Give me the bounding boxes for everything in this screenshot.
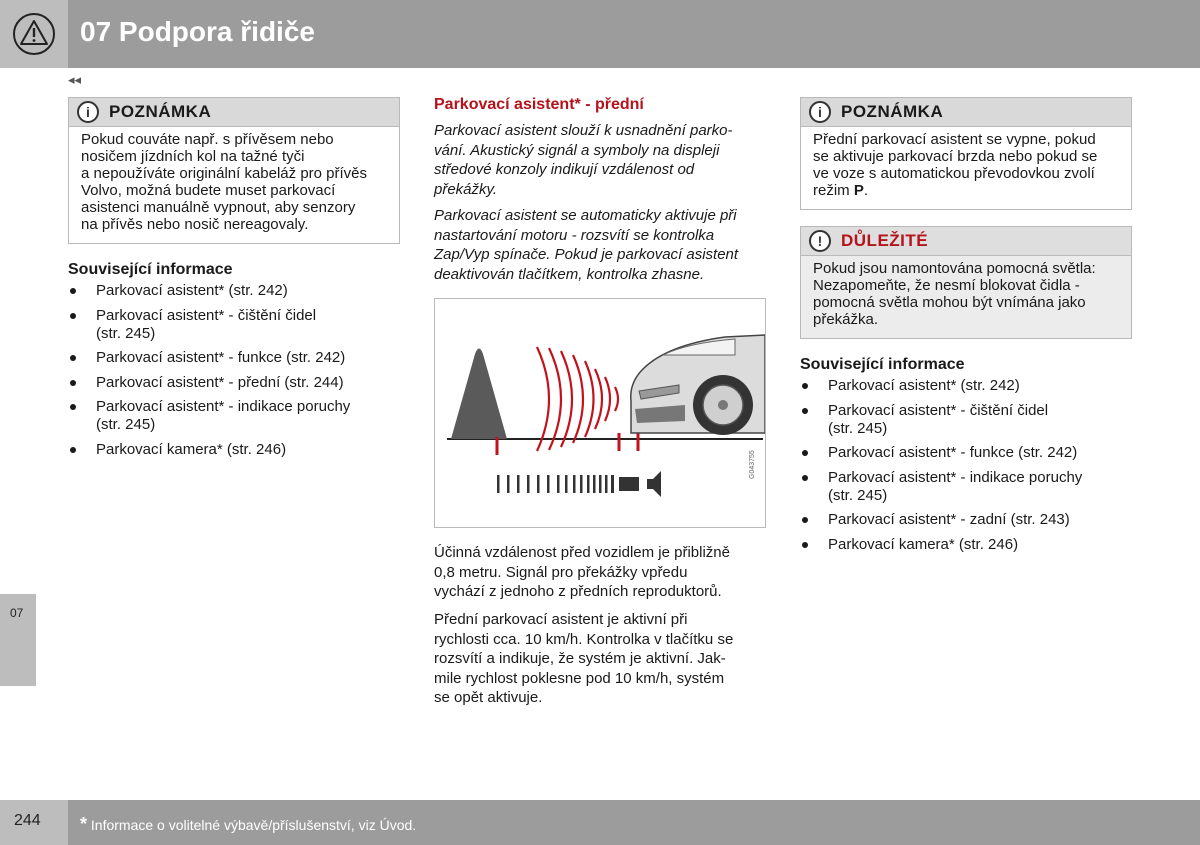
text-line: středové konzoly indikují vzdálenost od xyxy=(434,161,695,178)
text-line: Přední parkovací asistent se vypne, pokud xyxy=(813,131,1096,148)
text-line xyxy=(813,182,1119,199)
page-footer xyxy=(0,800,1200,845)
list-item[interactable] xyxy=(68,398,398,434)
list-item[interactable] xyxy=(800,444,1130,462)
page-number: 244 xyxy=(14,812,41,829)
list-item[interactable] xyxy=(800,536,1130,554)
warning-triangle-icon xyxy=(12,12,56,56)
text-line: se opět aktivuje. xyxy=(434,689,543,706)
text-line: vychází z jednoho z předních reproduktorů. xyxy=(434,583,722,600)
exclamation-icon: ! xyxy=(809,230,831,252)
distance-paragraph xyxy=(434,543,766,602)
list-item[interactable] xyxy=(800,469,1130,505)
text-line: 0,8 metru. Signál pro překážky vpředu xyxy=(434,563,688,581)
figure-code: G043755 xyxy=(749,450,756,479)
page-header xyxy=(0,0,1200,68)
list-item[interactable] xyxy=(68,374,398,392)
link-text[interactable]: (str. 245) xyxy=(96,324,156,342)
sensor-wave-icon xyxy=(537,347,618,451)
gear-mode-p: P xyxy=(853,182,864,199)
text-line: mile rychlost poklesne pod 10 km/h, systém xyxy=(434,669,725,687)
text-line: pomocná světla mohou být vnímána jako xyxy=(813,294,1086,311)
continued-arrows-icon: ◂◂ xyxy=(68,72,82,87)
distance-marker-icon xyxy=(497,433,638,455)
link-text[interactable]: Parkovací asistent* - funkce (str. 242) xyxy=(828,444,1078,461)
text-line: asistenci manuálně vypnout, aby senzory xyxy=(81,199,356,216)
note-box-header xyxy=(69,98,399,127)
note-box-header xyxy=(801,98,1131,127)
text-line: Účinná vzdálenost před vozidlem je přibližně xyxy=(434,544,730,561)
link-text[interactable]: Parkovací asistent* (str. 242) xyxy=(96,282,288,299)
text-line: na přívěs nebo nosič nereagovaly. xyxy=(81,216,309,233)
link-text[interactable]: (str. 245) xyxy=(828,419,888,437)
link-text[interactable]: Parkovací asistent* - přední (str. 244) xyxy=(96,373,344,391)
link-text[interactable]: (str. 245) xyxy=(828,486,888,504)
text-line: Volvo, možná budete muset parkovací xyxy=(81,182,336,199)
text-line: nosičem jízdních kol na tažné tyči xyxy=(81,148,305,165)
footer-note-text: Informace o volitelné výbavě/příslušenství, viz Úvod. xyxy=(90,817,417,833)
info-icon: i xyxy=(77,101,99,123)
list-item[interactable] xyxy=(800,402,1130,438)
list-item[interactable] xyxy=(800,511,1130,529)
chapter-number: 07 xyxy=(10,606,24,620)
text-line: rychlosti cca. 10 km/h. Kontrolka v tlačítku se xyxy=(434,630,734,648)
related-info-title-right: Související informace xyxy=(800,356,965,373)
text-line: nastartování motoru - rozsvítí se kontrolka xyxy=(434,226,715,244)
link-text[interactable]: Parkovací asistent* (str. 242) xyxy=(828,377,1020,394)
text-line: Parkovací asistent se automaticky aktivuje při xyxy=(434,207,737,224)
note-box-right xyxy=(800,97,1132,210)
text-line: ve voze s automatickou převodovkou zvolí xyxy=(813,165,1095,182)
header-icon-box xyxy=(0,0,68,68)
link-text[interactable]: Parkovací asistent* - indikace poruchy xyxy=(828,468,1083,486)
link-text[interactable]: Parkovací asistent* - čištění čidel xyxy=(96,306,317,324)
section-title-front-parking-assist: Parkovací asistent* - přední xyxy=(434,96,644,113)
note-box-text xyxy=(801,127,1131,207)
note-box-title: POZNÁMKA xyxy=(109,102,212,121)
link-text[interactable]: Parkovací asistent* - indikace poruchy xyxy=(96,398,351,415)
page-title: 07 Podpora řidiče xyxy=(80,16,315,47)
link-text[interactable]: Parkovací asistent* - funkce (str. 242) xyxy=(96,349,346,366)
link-text[interactable]: (str. 245) xyxy=(96,416,156,433)
related-list-left xyxy=(68,282,398,465)
text-line: deaktivován tlačítkem, kontrolka zhasne. xyxy=(434,265,705,283)
note-box-text xyxy=(69,127,399,241)
page-number-box xyxy=(0,800,68,845)
note-box-left xyxy=(68,97,400,244)
distance-indicator-bars-icon xyxy=(497,475,639,493)
list-item[interactable] xyxy=(68,349,398,367)
intro-paragraph xyxy=(434,121,766,199)
related-info-title-left: Související informace xyxy=(68,261,233,278)
speaker-icon xyxy=(647,471,661,497)
note-box-title: POZNÁMKA xyxy=(841,102,944,121)
text-line: a nepoužíváte originální kabeláž pro přívěs xyxy=(81,165,368,182)
important-box-text xyxy=(801,256,1131,336)
obstacle-cone-icon xyxy=(451,349,507,440)
list-item[interactable] xyxy=(68,441,398,459)
text-line: překážka. xyxy=(813,311,879,328)
list-item[interactable] xyxy=(68,282,398,300)
text-line: vání. Akustický signál a symboly na displeji xyxy=(434,141,720,159)
text-line: Zap/Vyp spínače. Pokud je parkovací asistent xyxy=(434,246,739,263)
asterisk-mark: * xyxy=(80,814,88,834)
parking-assist-illustration xyxy=(434,298,766,528)
text-span: . xyxy=(863,182,869,199)
important-box xyxy=(800,226,1132,339)
info-icon: i xyxy=(809,101,831,123)
link-text[interactable]: Parkovací asistent* - čištění čidel xyxy=(828,401,1049,419)
footer-note xyxy=(80,814,416,835)
text-line: Pokud jsou namontována pomocná světla: xyxy=(813,260,1096,277)
text-line: Pokud couváte např. s přívěsem nebo xyxy=(81,131,334,148)
speed-paragraph xyxy=(434,610,766,708)
related-list-right xyxy=(800,377,1130,560)
list-item[interactable] xyxy=(68,307,398,343)
important-box-header xyxy=(801,227,1131,256)
link-text[interactable]: Parkovací kamera* (str. 246) xyxy=(828,535,1019,553)
text-line: překážky. xyxy=(434,180,498,198)
link-text[interactable]: Parkovací asistent* - zadní (str. 243) xyxy=(828,511,1070,528)
text-line: Přední parkovací asistent je aktivní při xyxy=(434,611,688,628)
chapter-tab xyxy=(0,594,36,686)
car-front-icon xyxy=(631,335,765,435)
link-text[interactable]: Parkovací kamera* (str. 246) xyxy=(96,440,287,458)
text-line: rozsvítí a indikuje, že systém je aktivní. Jak- xyxy=(434,650,726,667)
text-line: Parkovací asistent slouží k usnadnění parko- xyxy=(434,122,733,139)
front-sensor-diagram xyxy=(435,299,765,527)
text-line: se aktivuje parkovací brzda nebo pokud se xyxy=(813,148,1098,165)
auto-activation-paragraph xyxy=(434,206,766,284)
list-item[interactable] xyxy=(800,377,1130,395)
important-box-title: DŮLEŽITÉ xyxy=(841,231,929,250)
text-line: Nezapomeňte, že nesmí blokovat čidla - xyxy=(813,277,1080,294)
text-span: režim xyxy=(813,182,854,199)
